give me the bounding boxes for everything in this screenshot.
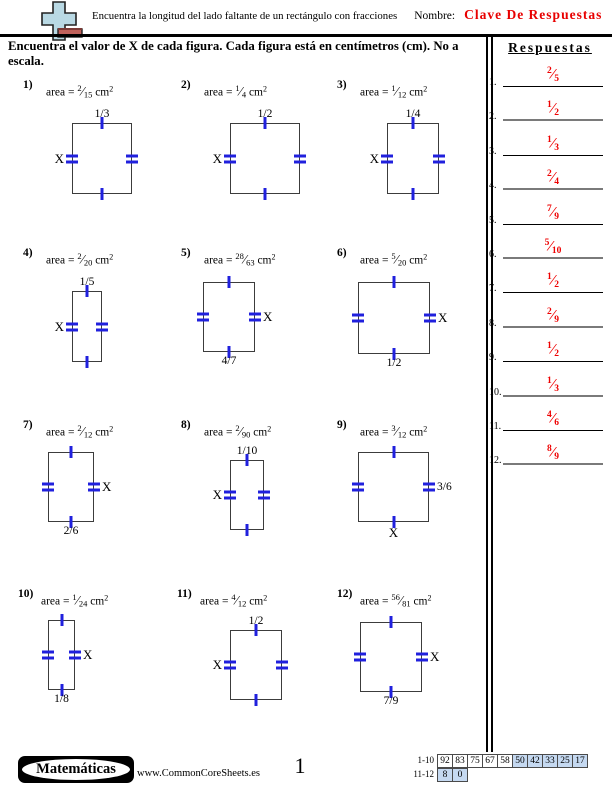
answer-number: 12.	[489, 455, 502, 467]
worksheet-title: Encuentra la longitud del lado faltante de un rectángulo con fracciones	[92, 10, 398, 22]
fraction-slash-icon: ⁄	[243, 251, 247, 267]
answer-fraction-denominator: 9	[554, 452, 559, 463]
single-tick-top-icon	[70, 446, 73, 458]
area-unit-exponent: 2	[427, 593, 432, 603]
answer-row-5	[489, 198, 607, 225]
area-label	[204, 251, 276, 268]
answer-number: 5.	[489, 214, 497, 226]
figure-rectangle	[212, 445, 264, 530]
double-tick-left-icon	[197, 313, 209, 322]
answer-number: 6.	[489, 249, 497, 260]
area-unit-exponent: 2	[423, 252, 428, 262]
answer-number: 7.	[489, 283, 497, 295]
area-prefix: area =	[360, 254, 389, 267]
side-label-left: X	[212, 487, 222, 502]
answer-fraction-denominator: 3	[554, 383, 559, 394]
answer-row-3	[489, 129, 607, 156]
side-label-top: 1/2	[248, 615, 264, 627]
area-fraction-denominator: 90	[241, 429, 251, 440]
score-cell: 50	[512, 754, 528, 768]
fraction-slash-icon: ⁄	[76, 592, 79, 608]
area-prefix: area =	[46, 426, 75, 439]
side-label-left: X	[212, 657, 222, 672]
problem-number: 8)	[181, 419, 191, 431]
side-label-bottom: 1/2	[386, 357, 402, 369]
answer-line	[503, 292, 603, 293]
area-unit-exponent: 2	[263, 593, 268, 603]
area-fraction-numerator: 3	[391, 423, 396, 433]
double-tick-right-icon	[276, 661, 288, 670]
answer-number: 2.	[489, 111, 497, 123]
area-label	[360, 251, 427, 268]
answer-row-11	[489, 404, 607, 431]
area-prefix: area =	[41, 595, 70, 608]
subject-badge-label: Matemáticas	[36, 761, 116, 777]
problem-number: 3)	[337, 79, 347, 91]
problem-number: 2)	[181, 79, 191, 91]
answer-number: 8.	[489, 317, 497, 329]
score-cell: 92	[437, 754, 453, 768]
score-cells	[438, 768, 468, 782]
score-cell: 17	[572, 754, 588, 768]
area-prefix: area =	[204, 86, 233, 99]
answer-row-2	[489, 94, 607, 121]
answer-fraction-numerator: 1	[546, 134, 552, 145]
fraction-slash-icon: ⁄	[395, 83, 398, 99]
fraction-slash-icon: ⁄	[551, 410, 555, 427]
side-label-bottom: 1/8	[54, 693, 69, 705]
area-fraction-numerator: 2	[77, 83, 82, 93]
single-tick-top-icon	[228, 276, 231, 288]
answer-fraction-denominator: 3	[554, 142, 559, 153]
area-fraction-denominator: 63	[246, 257, 255, 268]
figure-rectangle	[212, 108, 300, 194]
area-unit-exponent: 2	[263, 84, 267, 94]
fraction-slash-icon: ⁄	[399, 592, 403, 608]
answer-key-name: Clave De Respuestas	[464, 7, 603, 22]
side-label-top: 1/3	[94, 108, 110, 120]
side-label-right: X	[263, 309, 273, 324]
score-cell: 33	[542, 754, 558, 768]
header-divider	[0, 34, 612, 37]
area-unit: cm	[257, 254, 272, 267]
figure-rectangle	[358, 282, 448, 369]
answer-fraction-numerator: 1	[546, 100, 552, 111]
double-tick-left-icon	[66, 322, 78, 331]
subject-badge	[18, 756, 134, 783]
answer-row-1	[489, 60, 607, 87]
side-label-left: X	[212, 150, 222, 166]
single-tick-top-icon	[392, 446, 395, 458]
answer-line	[503, 188, 603, 190]
single-tick-top-icon	[393, 276, 396, 288]
area-unit-exponent: 2	[267, 424, 272, 434]
problem-number: 10)	[18, 588, 34, 600]
figure-rectangle	[369, 108, 439, 194]
fraction-slash-icon: ⁄	[551, 307, 555, 324]
area-label	[46, 83, 113, 100]
area-unit: cm	[253, 426, 268, 439]
side-label-top: 1/10	[236, 445, 258, 457]
score-row	[404, 754, 588, 768]
single-tick-bottom-icon	[246, 524, 249, 536]
single-tick-bottom-icon	[255, 694, 258, 706]
answer-number: 1.	[489, 77, 497, 88]
answer-fraction-numerator: 2	[546, 169, 552, 180]
answer-fraction-denominator: 9	[554, 211, 559, 222]
answer-fraction-numerator: 4	[546, 410, 552, 420]
area-label	[200, 592, 267, 609]
score-cell: 58	[497, 754, 513, 768]
score-cell: 67	[482, 754, 498, 768]
answer-row-7	[489, 266, 607, 293]
area-prefix: area =	[200, 595, 229, 608]
fraction-slash-icon: ⁄	[81, 251, 84, 267]
answer-line	[503, 430, 603, 431]
double-tick-right-icon	[69, 651, 81, 660]
area-unit: cm	[249, 595, 264, 608]
answer-fraction	[503, 100, 603, 118]
score-table	[404, 754, 588, 781]
double-tick-right-icon	[249, 313, 261, 322]
answer-fraction-numerator: 1	[546, 375, 552, 386]
answer-fraction-numerator: 5	[544, 238, 550, 248]
area-unit: cm	[409, 254, 424, 267]
area-fraction-numerator: 1	[391, 83, 396, 93]
area-unit-exponent: 2	[423, 84, 428, 94]
double-tick-left-icon	[42, 651, 54, 660]
answer-fraction	[503, 444, 603, 462]
problem-number: 12)	[337, 588, 353, 600]
double-tick-left-icon	[352, 314, 364, 323]
answer-row-9	[489, 335, 607, 362]
area-unit: cm	[409, 86, 424, 99]
area-unit-exponent: 2	[109, 424, 114, 434]
area-unit: cm	[95, 86, 110, 99]
double-tick-left-icon	[224, 661, 236, 670]
area-unit-exponent: 2	[271, 252, 276, 262]
area-fraction-denominator: 12	[397, 429, 407, 440]
answer-fraction	[503, 307, 603, 325]
instructions-text: Encuentra el valor de X de cada figura. Cada figura está en centímetros (cm). No a escala.	[8, 39, 459, 68]
figure-rectangle	[54, 108, 132, 194]
answer-fraction	[503, 238, 603, 256]
answer-line	[503, 119, 603, 121]
answer-fraction-numerator: 2	[546, 66, 552, 76]
area-label	[41, 592, 108, 609]
area-fraction-denominator: 24	[78, 598, 88, 609]
answer-line	[503, 155, 603, 156]
problem-number: 9)	[337, 419, 347, 431]
side-label-right: 3/6	[437, 481, 452, 493]
side-label-bottom: X	[388, 525, 399, 540]
area-unit: cm	[248, 86, 263, 99]
fraction-slash-icon: ⁄	[551, 204, 555, 221]
answer-row-6	[489, 232, 607, 259]
answer-line	[503, 463, 603, 465]
fraction-slash-icon: ⁄	[81, 83, 84, 99]
answer-number: 10.	[489, 386, 502, 398]
side-label-left: X	[54, 150, 64, 166]
website-text: www.CommonCoreSheets.es	[137, 768, 260, 779]
area-prefix: area =	[204, 254, 233, 267]
answer-line	[503, 361, 603, 362]
area-fraction-denominator: 81	[402, 598, 411, 609]
answer-fraction-numerator: 2	[546, 306, 552, 317]
area-unit: cm	[413, 595, 428, 608]
answer-number: 3.	[489, 145, 497, 157]
answer-fraction	[503, 135, 603, 153]
fraction-slash-icon: ⁄	[551, 66, 555, 83]
fraction-slash-icon: ⁄	[239, 423, 242, 439]
area-unit-exponent: 2	[423, 424, 428, 434]
area-label	[46, 251, 113, 268]
double-tick-left-icon	[381, 154, 393, 163]
area-fraction-numerator: 5	[391, 251, 396, 261]
double-tick-left-icon	[42, 483, 54, 492]
answer-row-8	[489, 301, 607, 328]
answer-number: 9.	[489, 352, 497, 364]
score-row-label: 11-12	[413, 768, 434, 779]
area-unit-exponent: 2	[109, 84, 114, 94]
answer-fraction	[503, 169, 603, 187]
side-label-left: X	[54, 318, 64, 334]
figure-rectangle	[48, 620, 93, 705]
area-label	[204, 83, 267, 100]
side-label-top: 1/2	[257, 108, 273, 120]
figure-rectangle	[358, 452, 452, 540]
area-fraction-numerator: 2	[77, 423, 82, 433]
answers-title: Respuestas	[508, 40, 592, 55]
area-unit: cm	[95, 426, 110, 439]
area-fraction-numerator: 56	[391, 592, 400, 602]
answer-fraction-denominator: 9	[554, 314, 559, 325]
double-tick-left-icon	[352, 483, 364, 492]
answer-fraction	[503, 341, 603, 359]
score-cell: 83	[452, 754, 468, 768]
fraction-slash-icon: ⁄	[551, 341, 555, 358]
answer-fraction	[503, 272, 603, 290]
answer-row-10	[489, 370, 607, 397]
area-fraction-numerator: 1	[235, 83, 240, 93]
single-tick-bottom-icon	[412, 188, 415, 200]
subject-badge-oval	[22, 759, 130, 780]
answer-fraction-denominator: 2	[554, 349, 559, 360]
fraction-slash-icon: ⁄	[81, 423, 84, 439]
answer-fraction	[503, 66, 603, 84]
double-tick-left-icon	[224, 154, 236, 163]
answer-fraction-denominator: 2	[554, 108, 559, 119]
area-prefix: area =	[360, 595, 389, 608]
answer-fraction	[503, 410, 603, 428]
page-number: 1	[294, 753, 306, 778]
problem-number: 7)	[23, 419, 33, 431]
fraction-slash-icon: ⁄	[551, 169, 555, 186]
side-label-top: 1/5	[79, 276, 95, 288]
figure-rectangle	[203, 282, 273, 367]
area-unit: cm	[95, 254, 110, 267]
answer-fraction-numerator: 1	[546, 341, 552, 352]
fraction-slash-icon: ⁄	[549, 238, 552, 255]
double-tick-right-icon	[258, 491, 270, 500]
area-fraction-denominator: 20	[83, 257, 93, 268]
area-label	[204, 423, 271, 440]
area-label	[360, 423, 427, 440]
answer-line	[503, 395, 603, 397]
figure-rectangle	[54, 276, 102, 362]
answer-line	[503, 86, 603, 87]
double-tick-left-icon	[66, 154, 78, 163]
single-tick-top-icon	[390, 616, 393, 628]
answer-line	[503, 224, 603, 225]
area-label	[360, 592, 432, 609]
fraction-slash-icon: ⁄	[551, 135, 555, 152]
double-tick-right-icon	[433, 154, 445, 163]
fraction-slash-icon: ⁄	[395, 423, 398, 439]
answer-number: 11.	[489, 421, 502, 432]
area-prefix: area =	[46, 254, 75, 267]
fraction-slash-icon: ⁄	[235, 592, 238, 608]
answer-fraction-denominator: 6	[554, 418, 559, 428]
score-cells	[438, 754, 588, 768]
area-prefix: area =	[360, 86, 389, 99]
answer-fraction-numerator: 8	[546, 444, 552, 455]
problem-number: 1)	[23, 79, 33, 91]
double-tick-right-icon	[294, 154, 306, 163]
side-label-right: X	[430, 649, 440, 664]
answer-fraction-denominator: 2	[554, 280, 559, 291]
name-label: Nombre:	[414, 10, 456, 22]
score-cell: 75	[467, 754, 483, 768]
score-row-label: 1-10	[417, 755, 434, 765]
side-label-top: 1/4	[405, 108, 421, 120]
fraction-slash-icon: ⁄	[551, 100, 555, 117]
double-tick-left-icon	[354, 653, 366, 662]
problem-number: 5)	[181, 247, 191, 259]
area-fraction-numerator: 4	[231, 592, 236, 602]
score-cell: 25	[557, 754, 573, 768]
double-tick-right-icon	[424, 314, 436, 323]
area-fraction-numerator: 2	[77, 251, 82, 261]
fraction-slash-icon: ⁄	[551, 444, 555, 461]
side-label-left: X	[369, 150, 379, 166]
side-label-bottom: 4/7	[221, 355, 237, 367]
figure-rectangle	[48, 452, 112, 537]
side-label-right: X	[102, 479, 112, 494]
problem-number: 11)	[177, 588, 192, 600]
score-row	[404, 768, 588, 782]
double-tick-left-icon	[224, 491, 236, 500]
double-tick-right-icon	[96, 322, 108, 331]
answer-line	[503, 257, 603, 259]
double-tick-right-icon	[126, 154, 138, 163]
area-unit-exponent: 2	[104, 593, 109, 603]
side-label-bottom: 2/6	[63, 525, 79, 537]
side-label-bottom: 7/9	[383, 695, 399, 707]
area-fraction-denominator: 15	[83, 89, 93, 100]
header	[92, 0, 606, 32]
fraction-slash-icon: ⁄	[395, 251, 398, 267]
fraction-slash-icon: ⁄	[239, 83, 242, 99]
score-cell: 42	[527, 754, 543, 768]
area-label	[46, 423, 113, 440]
double-tick-right-icon	[423, 483, 435, 492]
area-fraction-denominator: 12	[237, 598, 247, 609]
answer-fraction	[503, 376, 603, 394]
figure-rectangle	[360, 622, 440, 707]
single-tick-bottom-icon	[101, 188, 104, 200]
answer-row-4	[489, 163, 607, 190]
double-tick-right-icon	[88, 483, 100, 492]
area-prefix: area =	[46, 86, 75, 99]
area-unit: cm	[409, 426, 424, 439]
answer-fraction-numerator: 1	[546, 272, 552, 283]
area-fraction-numerator: 2	[235, 423, 240, 433]
double-tick-right-icon	[416, 653, 428, 662]
fraction-slash-icon: ⁄	[551, 272, 555, 289]
area-prefix: area =	[204, 426, 233, 439]
single-tick-top-icon	[60, 614, 63, 626]
single-tick-bottom-icon	[264, 188, 267, 200]
area-fraction-denominator: 12	[397, 89, 407, 100]
score-cell: 8	[437, 768, 453, 782]
area-prefix: area =	[360, 426, 389, 439]
area-unit: cm	[90, 595, 105, 608]
fraction-slash-icon: ⁄	[551, 376, 555, 393]
area-fraction-denominator: 12	[83, 429, 93, 440]
answer-fraction	[503, 204, 603, 222]
area-fraction-denominator: 4	[241, 89, 247, 100]
answer-fraction-denominator: 5	[554, 74, 559, 84]
single-tick-bottom-icon	[86, 356, 89, 368]
answer-fraction-denominator: 10	[551, 246, 562, 256]
area-fraction-numerator: 28	[235, 251, 244, 261]
side-label-right: X	[438, 310, 448, 325]
answer-line	[503, 326, 603, 328]
area-fraction-numerator: 1	[72, 592, 77, 602]
area-fraction-denominator: 20	[397, 257, 407, 268]
answer-row-12	[489, 438, 607, 465]
area-unit-exponent: 2	[109, 252, 114, 262]
problem-number: 6)	[337, 247, 347, 259]
answer-number: 4.	[489, 180, 497, 192]
side-label-right: X	[83, 647, 93, 662]
answer-fraction-numerator: 7	[546, 203, 552, 214]
figure-rectangle	[212, 615, 282, 700]
answer-fraction-denominator: 4	[554, 177, 559, 188]
score-cell: 0	[452, 768, 468, 782]
problem-number: 4)	[23, 247, 33, 259]
area-label	[360, 83, 427, 100]
